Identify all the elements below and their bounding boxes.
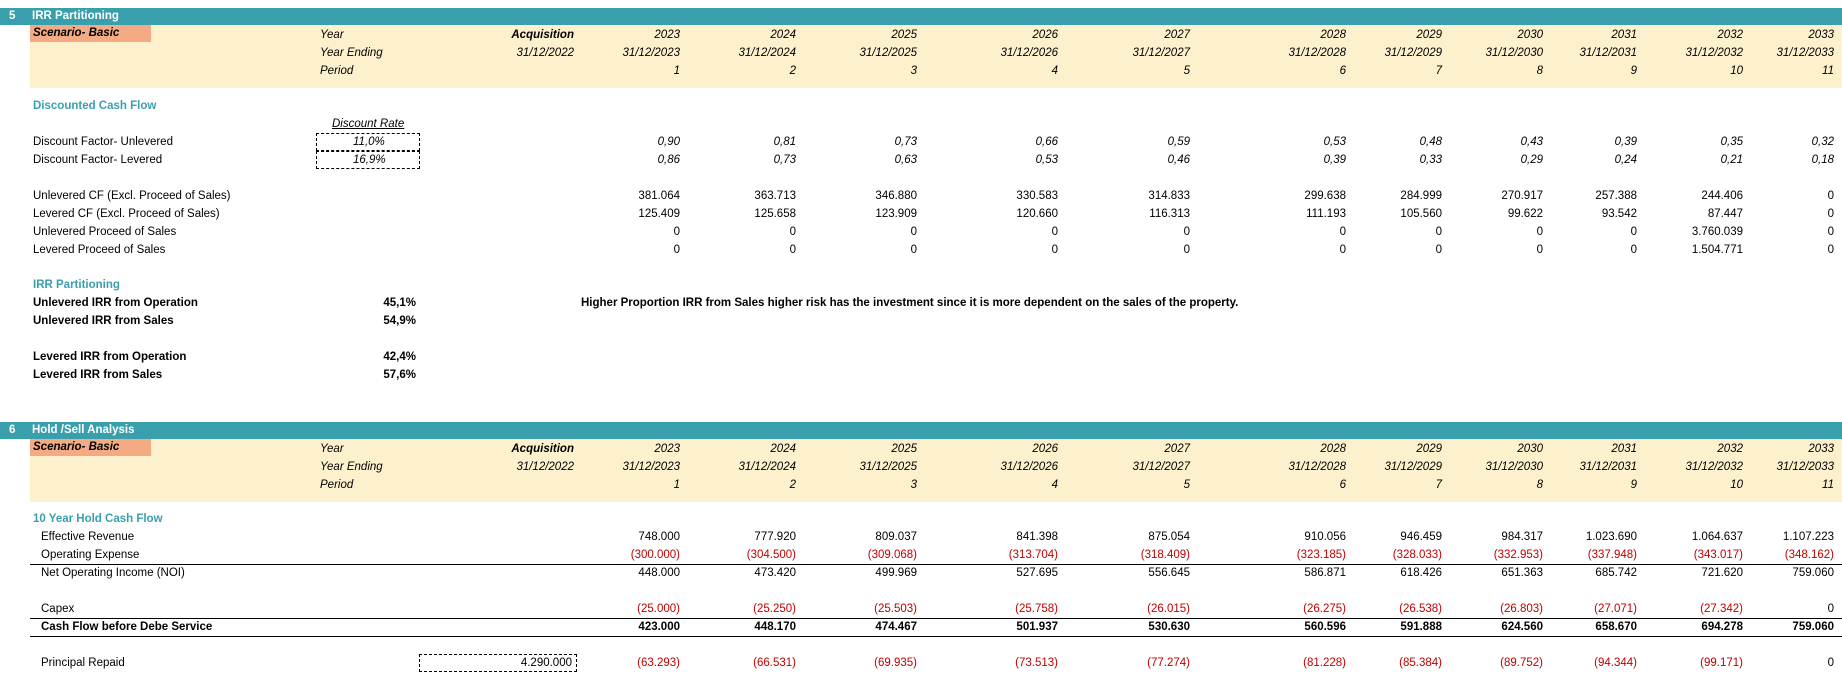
period-cell: 11	[1822, 479, 1834, 491]
period-cell: 3	[910, 479, 917, 491]
levered-proceed-cell: 0	[1536, 244, 1543, 256]
cfbds-cell: 658.670	[1595, 621, 1637, 633]
revenue-cell: 910.056	[1304, 531, 1346, 543]
principal-repaid-cell: (77.274)	[1147, 657, 1190, 669]
df-unlevered-cell: 0,59	[1167, 136, 1190, 148]
capex-cell: (25.000)	[637, 603, 680, 615]
df-unlevered-cell: 0,90	[657, 136, 680, 148]
unlevered-cf-cell: 330.583	[1016, 190, 1058, 202]
cfbds-cell: 759.060	[1792, 621, 1834, 633]
unlevered-cf-label: Unlevered CF (Excl. Proceed of Sales)	[33, 190, 231, 202]
noi-cell: 499.969	[875, 567, 917, 579]
principal-repaid-cell: (81.228)	[1303, 657, 1346, 669]
opex-cell: (343.017)	[1693, 549, 1743, 561]
principal-repaid-cell: (85.384)	[1399, 657, 1442, 669]
revenue-cell: 984.317	[1501, 531, 1543, 543]
year-ending-cell: 31/12/2025	[859, 461, 917, 473]
levered-cf-label: Levered CF (Excl. Proceed of Sales)	[33, 208, 220, 220]
levered-proceed-label: Levered Proceed of Sales	[33, 244, 166, 256]
unlevered-proceed-cell: 0	[789, 226, 796, 238]
levered-proceed-cell: 0	[789, 244, 796, 256]
unlevered-irr-sales-value: 54,9%	[383, 315, 416, 327]
levered-proceed-cell: 0	[1339, 244, 1346, 256]
opex-cell: (313.704)	[1008, 549, 1058, 561]
levered-proceed-cell: 0	[1827, 244, 1834, 256]
year-ending-cell: 31/12/2026	[1000, 461, 1058, 473]
year-cell: 2027	[1164, 29, 1190, 41]
year-cell: 2023	[654, 29, 680, 41]
year-cell: 2023	[654, 443, 680, 455]
opex-cell: (300.000)	[630, 549, 680, 561]
df-levered-cell: 0,21	[1720, 154, 1743, 166]
principal-repaid-cell: 0	[1827, 657, 1834, 669]
year-cell: 2031	[1611, 29, 1637, 41]
principal-repaid-cell: (66.531)	[753, 657, 796, 669]
year-cell: 2024	[770, 29, 796, 41]
df-levered-cell: 0,39	[1323, 154, 1346, 166]
unlevered-proceed-cell: 3.760.039	[1691, 226, 1743, 238]
year-cell: 2029	[1416, 29, 1442, 41]
revenue-cell: 1.064.637	[1691, 531, 1743, 543]
df-unlevered-cell: 0,35	[1720, 136, 1743, 148]
year-ending-cell: 31/12/2031	[1579, 47, 1637, 59]
year-header-band	[30, 439, 1842, 502]
noi-cell: 651.363	[1501, 567, 1543, 579]
noi-cell: 473.420	[754, 567, 796, 579]
levered-irr-op-label: Levered IRR from Operation	[33, 351, 187, 363]
levered-cf-cell: 116.313	[1149, 208, 1190, 220]
unlevered-cf-cell: 257.388	[1595, 190, 1637, 202]
year-ending-cell: 31/12/2025	[859, 47, 917, 59]
period-label: Period	[320, 65, 354, 77]
period-cell: 5	[1183, 65, 1190, 77]
revenue-cell: 841.398	[1016, 531, 1058, 543]
year-cell: 2032	[1717, 443, 1743, 455]
capex-cell: (26.275)	[1303, 603, 1346, 615]
year-ending-cell: 31/12/2030	[1485, 47, 1543, 59]
unlevered-irr-op-value: 45,1%	[383, 297, 416, 309]
levered-cf-cell: 125.409	[638, 208, 680, 220]
unlevered-cf-cell: 299.638	[1304, 190, 1346, 202]
section-5-header	[0, 8, 1842, 25]
levered-proceed-cell: 0	[1435, 244, 1442, 256]
discount-rate-label: Discount Rate	[332, 118, 405, 130]
year-cell: 2026	[1032, 443, 1058, 455]
unlevered-proceed-cell: 0	[1827, 226, 1834, 238]
section-title: IRR Partitioning	[32, 10, 119, 22]
year-header-band	[30, 25, 1842, 88]
year-cell: 2025	[891, 443, 917, 455]
year-ending-cell: 31/12/2027	[1132, 461, 1190, 473]
period-cell: 3	[910, 65, 917, 77]
unlevered-cf-cell: 346.880	[875, 190, 917, 202]
year-ending-label: Year Ending	[320, 461, 383, 473]
df-unlevered-cell: 0,48	[1419, 136, 1442, 148]
df-unlevered-cell: 0,39	[1614, 136, 1637, 148]
levered-cf-cell: 111.193	[1306, 208, 1346, 220]
df-levered-cell: 0,46	[1167, 154, 1190, 166]
period-cell: 6	[1339, 65, 1346, 77]
capex-label: Capex	[41, 603, 75, 615]
df-unlevered-rate-input[interactable]: 11,0%	[316, 133, 420, 151]
cfbds-cell: 448.170	[754, 621, 796, 633]
year-cell: 2024	[770, 443, 796, 455]
df-unlevered-cell: 0,43	[1520, 136, 1543, 148]
df-levered-cell: 0,73	[773, 154, 796, 166]
levered-cf-cell: 120.660	[1016, 208, 1058, 220]
unlevered-cf-cell: 0	[1827, 190, 1834, 202]
df-levered-cell: 0,33	[1419, 154, 1442, 166]
noi-cell: 685.742	[1595, 567, 1637, 579]
principal-repaid-cell: (63.293)	[637, 657, 680, 669]
year-ending-label: Year Ending	[320, 47, 383, 59]
year-ending-cell: 31/12/2033	[1776, 461, 1834, 473]
period-cell: 2	[789, 479, 796, 491]
unlevered-irr-sales-label: Unlevered IRR from Sales	[33, 315, 174, 327]
unlevered-cf-cell: 381.064	[638, 190, 680, 202]
year-ending-cell: 31/12/2030	[1485, 461, 1543, 473]
period-cell: 11	[1822, 65, 1834, 77]
unlevered-proceed-cell: 0	[1630, 226, 1637, 238]
period-cell: 1	[673, 479, 680, 491]
year-ending-cell: 31/12/2028	[1288, 461, 1346, 473]
principal-repaid-cell: (89.752)	[1500, 657, 1543, 669]
levered-cf-cell: 125.658	[754, 208, 796, 220]
unlevered-cf-cell: 363.713	[754, 190, 796, 202]
acquisition-header: Acquisition	[511, 29, 574, 41]
cfbds-cell: 560.596	[1304, 621, 1346, 633]
unlevered-proceed-cell: 0	[1339, 226, 1346, 238]
period-cell: 7	[1435, 479, 1442, 491]
revenue-cell: 946.459	[1400, 531, 1442, 543]
divider	[30, 636, 1842, 637]
year-cell: 2026	[1032, 29, 1058, 41]
principal-repaid-cell: (73.513)	[1015, 657, 1058, 669]
period-cell: 4	[1051, 65, 1058, 77]
noi-cell: 618.426	[1400, 567, 1442, 579]
opex-cell: (318.409)	[1140, 549, 1190, 561]
year-ending-cell: 31/12/2024	[738, 461, 796, 473]
revenue-label: Effective Revenue	[41, 531, 135, 543]
scenario-label[interactable]: Scenario- Basic	[30, 439, 151, 456]
levered-cf-cell: 99.622	[1507, 208, 1543, 220]
year-ending-cell: 31/12/2029	[1384, 461, 1442, 473]
year-cell: 2033	[1808, 29, 1834, 41]
dcf-title: Discounted Cash Flow	[33, 100, 157, 112]
period-cell: 10	[1730, 479, 1743, 491]
irr-title: IRR Partitioning	[33, 279, 120, 291]
year-ending-cell: 31/12/2032	[1685, 461, 1743, 473]
unlevered-cf-cell: 270.917	[1501, 190, 1543, 202]
levered-irr-op-value: 42,4%	[383, 351, 416, 363]
df-levered-cell: 0,18	[1811, 154, 1834, 166]
opex-cell: (348.162)	[1784, 549, 1834, 561]
section-title: Hold /Sell Analysis	[32, 424, 135, 436]
divider	[30, 564, 1842, 565]
noi-label: Net Operating Income (NOI)	[41, 567, 185, 579]
cfbds-cell: 624.560	[1501, 621, 1543, 633]
levered-proceed-cell: 0	[673, 244, 680, 256]
levered-cf-cell: 123.909	[875, 208, 917, 220]
levered-irr-sales-value: 57,6%	[383, 369, 416, 381]
hold-cf-title: 10 Year Hold Cash Flow	[33, 513, 163, 525]
year-cell: 2028	[1320, 443, 1346, 455]
period-cell: 8	[1536, 65, 1543, 77]
unlevered-cf-cell: 284.999	[1400, 190, 1442, 202]
df-unlevered-label: Discount Factor- Unlevered	[33, 136, 173, 148]
year-ending-cell: 31/12/2023	[622, 47, 680, 59]
year-cell: 2030	[1517, 443, 1543, 455]
df-levered-cell: 0,29	[1520, 154, 1543, 166]
df-levered-cell: 0,63	[894, 154, 917, 166]
unlevered-proceed-cell: 0	[1183, 226, 1190, 238]
revenue-cell: 1.023.690	[1585, 531, 1637, 543]
cfbds-cell: 591.888	[1400, 621, 1442, 633]
capex-cell: 0	[1827, 603, 1834, 615]
period-cell: 5	[1183, 479, 1190, 491]
year-ending-cell: 31/12/2023	[622, 461, 680, 473]
year-ending-cell: 31/12/2032	[1685, 47, 1743, 59]
capex-cell: (26.803)	[1500, 603, 1543, 615]
period-cell: 2	[789, 65, 796, 77]
unlevered-proceed-cell: 0	[1435, 226, 1442, 238]
unlevered-proceed-cell: 0	[1051, 226, 1058, 238]
noi-cell: 527.695	[1016, 567, 1058, 579]
year-cell: 2032	[1717, 29, 1743, 41]
unlevered-cf-cell: 244.406	[1701, 190, 1743, 202]
capex-cell: (25.758)	[1015, 603, 1058, 615]
df-unlevered-cell: 0,32	[1811, 136, 1834, 148]
df-levered-cell: 0,53	[1035, 154, 1058, 166]
year-ending-cell: 31/12/2031	[1579, 461, 1637, 473]
unlevered-proceed-cell: 0	[1536, 226, 1543, 238]
year-ending-cell: 31/12/2027	[1132, 47, 1190, 59]
capex-cell: (27.071)	[1594, 603, 1637, 615]
levered-cf-cell: 0	[1827, 208, 1834, 220]
cfbds-cell: 474.467	[875, 621, 917, 633]
principal-repaid-cell: (94.344)	[1594, 657, 1637, 669]
unlevered-cf-cell: 314.833	[1148, 190, 1190, 202]
opex-cell: (337.948)	[1587, 549, 1637, 561]
year-ending-cell: 31/12/2024	[738, 47, 796, 59]
opex-cell: (332.953)	[1493, 549, 1543, 561]
noi-cell: 448.000	[638, 567, 680, 579]
period-cell: 7	[1435, 65, 1442, 77]
opex-cell: (304.500)	[746, 549, 796, 561]
divider	[30, 618, 1842, 619]
levered-proceed-cell: 0	[1183, 244, 1190, 256]
capex-cell: (26.538)	[1399, 603, 1442, 615]
principal-input[interactable]: 4.290.000	[419, 654, 577, 672]
unlevered-proceed-label: Unlevered Proceed of Sales	[33, 226, 177, 238]
revenue-cell: 809.037	[875, 531, 917, 543]
capex-cell: (25.250)	[753, 603, 796, 615]
acquisition-date: 31/12/2022	[516, 47, 574, 59]
capex-cell: (25.503)	[874, 603, 917, 615]
period-cell: 9	[1630, 479, 1637, 491]
cfbds-cell: 501.937	[1016, 621, 1058, 633]
df-levered-cell: 0,24	[1614, 154, 1637, 166]
df-unlevered-cell: 0,73	[894, 136, 917, 148]
period-cell: 9	[1630, 65, 1637, 77]
capex-cell: (26.015)	[1147, 603, 1190, 615]
cfbds-cell: 530.630	[1148, 621, 1190, 633]
revenue-cell: 1.107.223	[1782, 531, 1834, 543]
year-ending-cell: 31/12/2028	[1288, 47, 1346, 59]
irr-note: Higher Proportion IRR from Sales higher risk has the investment since it is more dependent on the sales of the property.	[581, 297, 1239, 309]
year-cell: 2025	[891, 29, 917, 41]
year-cell: 2029	[1416, 443, 1442, 455]
year-cell: 2033	[1808, 443, 1834, 455]
unlevered-proceed-cell: 0	[910, 226, 917, 238]
year-ending-cell: 31/12/2029	[1384, 47, 1442, 59]
period-cell: 8	[1536, 479, 1543, 491]
df-unlevered-cell: 0,66	[1035, 136, 1058, 148]
cfbds-cell: 694.278	[1701, 621, 1743, 633]
year-cell: 2030	[1517, 29, 1543, 41]
year-label: Year	[320, 443, 344, 455]
opex-cell: (323.185)	[1296, 549, 1346, 561]
year-cell: 2031	[1611, 443, 1637, 455]
year-ending-cell: 31/12/2033	[1776, 47, 1834, 59]
df-unlevered-cell: 0,81	[773, 136, 796, 148]
period-cell: 10	[1730, 65, 1743, 77]
cfbds-cell: 423.000	[638, 621, 680, 633]
levered-cf-cell: 93.542	[1601, 208, 1637, 220]
levered-proceed-cell: 1.504.771	[1691, 244, 1743, 256]
df-unlevered-cell: 0,53	[1323, 136, 1346, 148]
levered-cf-cell: 105.560	[1400, 208, 1442, 220]
acquisition-header: Acquisition	[511, 443, 574, 455]
noi-cell: 721.620	[1701, 567, 1743, 579]
levered-irr-sales-label: Levered IRR from Sales	[33, 369, 163, 381]
levered-proceed-cell: 0	[910, 244, 917, 256]
opex-label: Operating Expense	[41, 549, 140, 561]
principal-repaid-cell: (69.935)	[874, 657, 917, 669]
df-levered-cell: 0,86	[657, 154, 680, 166]
opex-cell: (328.033)	[1392, 549, 1442, 561]
noi-cell: 556.645	[1148, 567, 1190, 579]
section-6-header	[0, 422, 1842, 439]
opex-cell: (309.068)	[867, 549, 917, 561]
principal-repaid-label: Principal Repaid	[41, 657, 125, 669]
cfbds-label: Cash Flow before Debe Service	[41, 621, 213, 633]
capex-cell: (27.342)	[1700, 603, 1743, 615]
levered-cf-cell: 87.447	[1707, 208, 1743, 220]
levered-proceed-cell: 0	[1051, 244, 1058, 256]
unlevered-proceed-cell: 0	[673, 226, 680, 238]
section-number: 5	[9, 10, 16, 22]
df-levered-label: Discount Factor- Levered	[33, 154, 163, 166]
revenue-cell: 875.054	[1148, 531, 1190, 543]
scenario-label[interactable]: Scenario- Basic	[30, 25, 151, 42]
year-ending-cell: 31/12/2026	[1000, 47, 1058, 59]
revenue-cell: 748.000	[638, 531, 680, 543]
levered-proceed-cell: 0	[1630, 244, 1637, 256]
period-cell: 6	[1339, 479, 1346, 491]
noi-cell: 759.060	[1792, 567, 1834, 579]
period-label: Period	[320, 479, 354, 491]
year-cell: 2028	[1320, 29, 1346, 41]
revenue-cell: 777.920	[754, 531, 796, 543]
year-label: Year	[320, 29, 344, 41]
unlevered-irr-op-label: Unlevered IRR from Operation	[33, 297, 198, 309]
period-cell: 1	[673, 65, 680, 77]
acquisition-date: 31/12/2022	[516, 461, 574, 473]
period-cell: 4	[1051, 479, 1058, 491]
section-number: 6	[9, 424, 16, 436]
year-cell: 2027	[1164, 443, 1190, 455]
principal-repaid-cell: (99.171)	[1700, 657, 1743, 669]
noi-cell: 586.871	[1304, 567, 1346, 579]
df-levered-rate-input[interactable]: 16,9%	[316, 151, 420, 169]
